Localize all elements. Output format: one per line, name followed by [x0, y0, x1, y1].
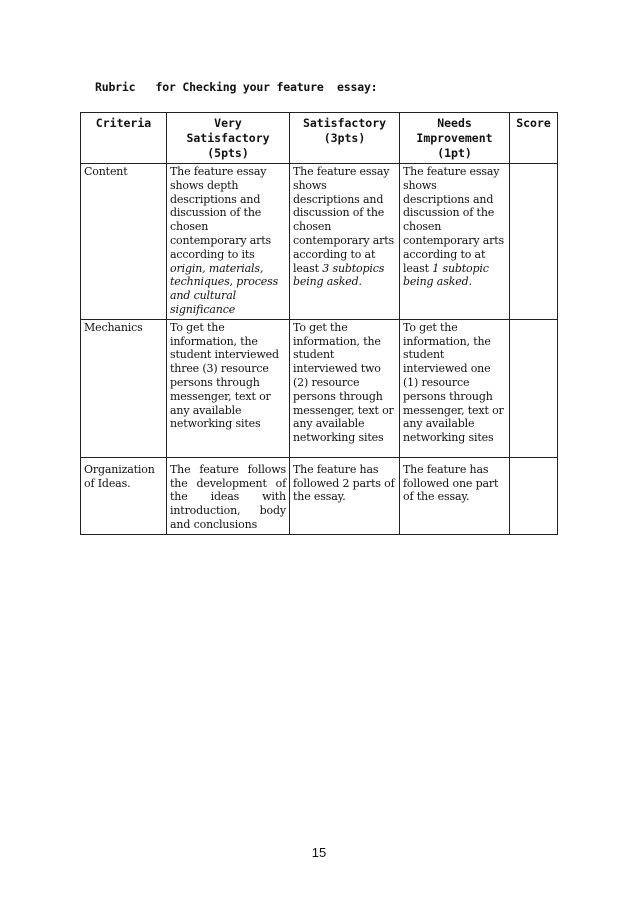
score-cell — [510, 164, 558, 320]
rubric-heading: Rubric for Checking your feature essay: — [95, 80, 378, 94]
needs-improvement-cell — [400, 164, 510, 320]
table-row — [81, 457, 558, 534]
table-row — [81, 164, 558, 320]
header-score: Score — [510, 113, 558, 164]
satisfactory-cell: The feature has followed 2 parts of the essay. — [290, 457, 400, 534]
satisfactory-cell: To get the information, the student interviewed two (2) resource persons through messenger, text or any available networking sites — [290, 319, 400, 457]
header-very-satisfactory: Very Satisfactory (5pts) — [167, 113, 290, 164]
satisfactory-cell — [290, 164, 400, 320]
cell-text: The feature essay shows descriptions and discussion of the chosen contemporary arts according to at least — [293, 165, 395, 275]
cell-italic-text: 3 subtopics being asked. — [293, 261, 385, 289]
cell-italic-text: 1 subtopic being asked. — [403, 261, 489, 289]
needs-improvement-cell: To get the information, the student interviewed one (1) resource persons through messenger, text or any available networking sites — [400, 319, 510, 457]
table-row — [81, 319, 558, 457]
criteria-cell: Organization of Ideas. — [81, 457, 167, 534]
needs-improvement-cell: The feature has followed one part of the essay. — [400, 457, 510, 534]
header-satisfactory: Satisfactory (3pts) — [290, 113, 400, 164]
rubric-table — [80, 112, 558, 535]
very-satisfactory-cell: To get the information, the student interviewed three (3) resource persons through messenger, text or any available networking sites — [167, 319, 290, 457]
cell-text: The feature essay shows descriptions and discussion of the chosen contemporary arts according to at least — [403, 165, 505, 275]
table-header-row — [81, 113, 558, 164]
score-cell — [510, 319, 558, 457]
criteria-cell: Mechanics — [81, 319, 167, 457]
header-needs-improvement: Needs Improvement (1pt) — [400, 113, 510, 164]
cell-text: The feature essay shows depth descriptions and discussion of the chosen contemporary arts according to its — [170, 165, 272, 261]
criteria-cell: Content — [81, 164, 167, 320]
very-satisfactory-cell: The feature follows the development of the ideas with introduction, body and conclusions — [167, 457, 290, 534]
score-cell — [510, 457, 558, 534]
page-number: 15 — [311, 845, 327, 860]
very-satisfactory-cell — [167, 164, 290, 320]
header-criteria: Criteria — [81, 113, 167, 164]
cell-italic-text: origin, materials, techniques, process and cultural significance — [170, 261, 279, 316]
